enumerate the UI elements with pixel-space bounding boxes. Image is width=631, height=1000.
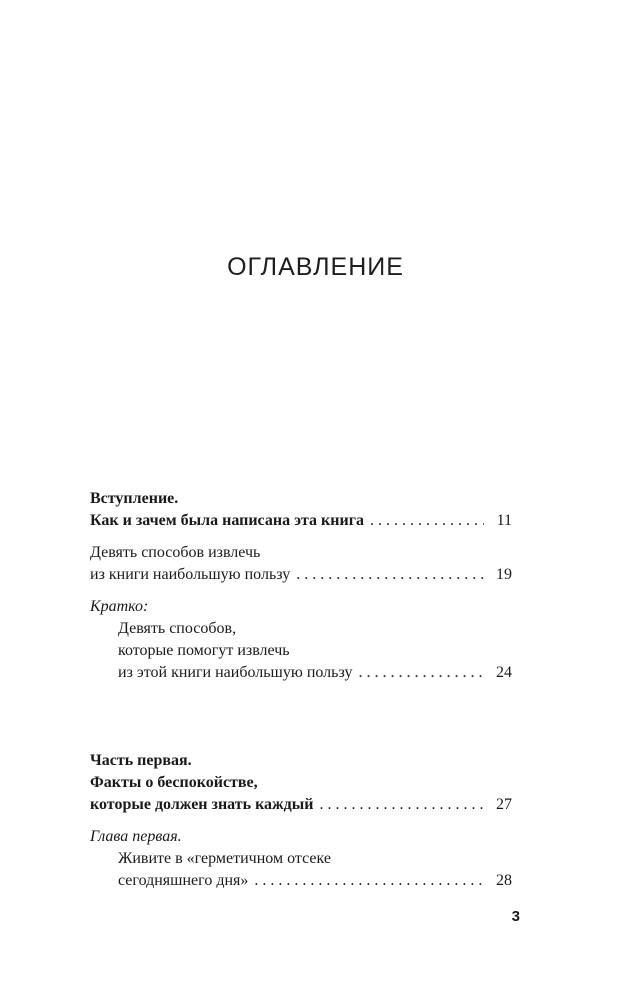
toc-entry-title: Как и зачем была написана эта книга <box>90 512 364 529</box>
section-spacer <box>90 694 512 750</box>
toc-entry-title: Вступление. <box>90 490 179 507</box>
leader-dots <box>370 510 484 532</box>
table-of-contents <box>90 488 512 902</box>
toc-entry-title: Девять способов, <box>118 620 237 637</box>
toc-page-number: 28 <box>496 872 512 889</box>
toc-entry-title: Факты о беспокойстве, <box>90 774 258 791</box>
leader-dots <box>296 564 484 586</box>
toc-entry-title: которые должен знать каждый <box>90 796 314 813</box>
toc-page-number: 27 <box>496 796 512 813</box>
toc-entry-title: из книги наибольшую пользу <box>90 566 291 583</box>
toc-entry-title: Часть первая. <box>90 752 192 769</box>
toc-entry-title: из этой книги наибольшую пользу <box>118 664 353 681</box>
toc-entry-title: Живите в «герметичном отсеке <box>118 850 331 867</box>
toc-entry-label: Кратко: <box>90 598 149 615</box>
leader-dots <box>254 870 484 892</box>
toc-entry-nine-ways[interactable] <box>90 542 512 586</box>
toc-entry-chapter-one[interactable] <box>90 826 512 892</box>
toc-entry-title: Девять способов извлечь <box>90 544 261 561</box>
toc-entry-label: Глава первая. <box>90 828 182 845</box>
page-number: 3 <box>511 908 520 925</box>
toc-page-number: 11 <box>496 512 512 529</box>
toc-entry-summary[interactable] <box>90 596 512 684</box>
toc-entry-part-one[interactable] <box>90 750 512 816</box>
page-title: ОГЛАВЛЕНИЕ <box>227 253 404 281</box>
toc-entry-title: которые помогут извлечь <box>118 642 290 659</box>
leader-dots <box>358 662 484 684</box>
toc-page-number: 24 <box>496 664 512 681</box>
toc-entry-title: сегодняшнего дня» <box>118 872 249 889</box>
leader-dots <box>319 794 484 816</box>
toc-page-number: 19 <box>496 566 512 583</box>
toc-entry-intro[interactable] <box>90 488 512 532</box>
